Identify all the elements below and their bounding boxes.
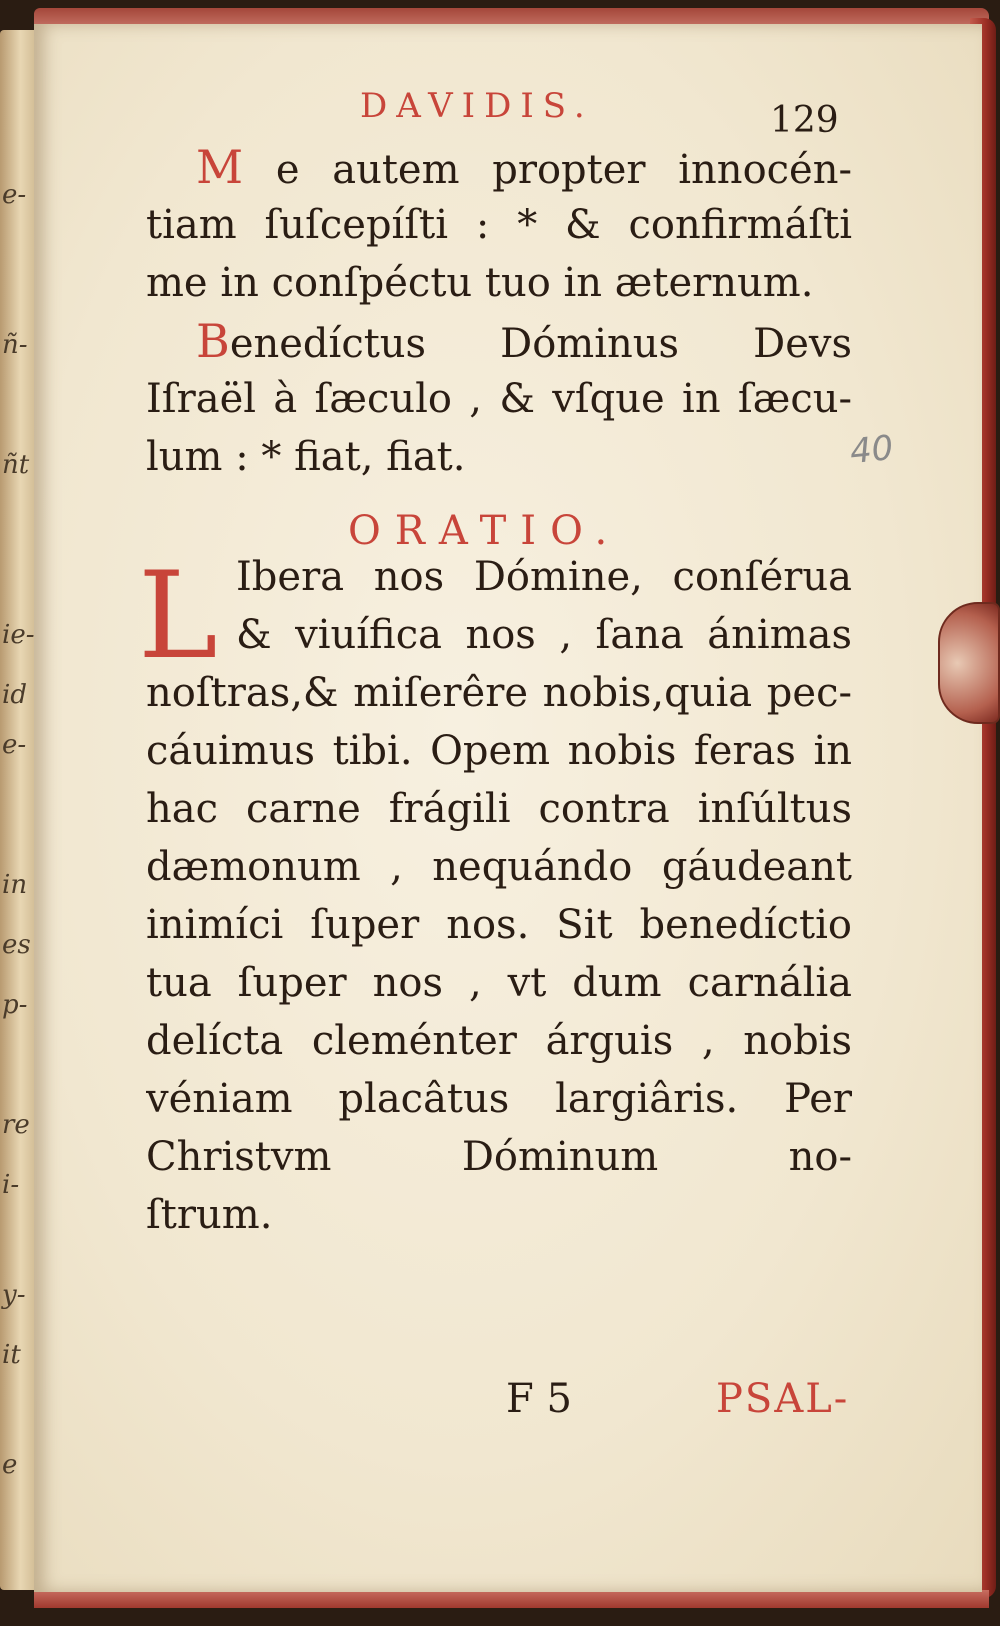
- facing-fragment: y-: [2, 1280, 26, 1310]
- drop-cap: L: [138, 547, 218, 686]
- facing-fragment: p-: [2, 990, 28, 1020]
- prayer-line: Christvm Dóminum no-: [146, 1134, 852, 1180]
- verse-line: tiam ſuſcepíſti : * & confirmáſti: [146, 202, 852, 248]
- catchword: PSAL-: [716, 1376, 850, 1422]
- facing-fragment: es: [2, 930, 31, 960]
- page-edge-bottom: [34, 1590, 989, 1608]
- facing-fragment: e-: [2, 730, 27, 760]
- signature-mark: F 5: [506, 1376, 572, 1422]
- rubric-initial: M: [196, 140, 244, 194]
- prayer-line: véniam placâtus largiâris. Per: [146, 1076, 852, 1122]
- prayer-line: delícta cleménter árguis , nobis: [146, 1018, 852, 1064]
- prayer-line: hac carne frágili contra inſúltus: [146, 786, 852, 832]
- verse-line: [196, 138, 852, 196]
- page-number: 129: [770, 100, 839, 141]
- handwritten-margin-note: 40: [848, 427, 896, 473]
- running-head: DAVIDIS.: [360, 86, 594, 126]
- verse-line: me in conſpéctu tuo in æternum.: [146, 260, 814, 306]
- prayer-line: ſtrum.: [146, 1192, 273, 1238]
- prayer-line: tua ſuper nos , vt dum carnália: [146, 960, 852, 1006]
- line-text: enedíctus Dóminus Devs: [229, 321, 852, 367]
- facing-fragment: ñ-: [2, 330, 28, 360]
- facing-fragment: in: [2, 870, 28, 900]
- thumb-index-tab[interactable]: [938, 602, 1000, 724]
- facing-fragment: id: [2, 680, 27, 710]
- facing-fragment: ñt: [2, 450, 30, 480]
- verse-line: [196, 312, 852, 370]
- facing-fragment: e: [2, 1450, 18, 1480]
- prayer-line: Ibera nos Dómine, conſérua: [236, 554, 852, 600]
- prayer-line: cáuimus tibi. Opem nobis feras in: [146, 728, 852, 774]
- facing-page-edge: [0, 30, 34, 1590]
- facing-fragment: i-: [2, 1170, 20, 1200]
- prayer-line: & viuífica nos , ſana ánimas: [236, 612, 852, 658]
- verse-line: Iſraël à ſæculo , & vſque in ſæcu-: [146, 376, 852, 422]
- prayer-line: noſtras,& miſerêre nobis,quia pec-: [146, 670, 852, 716]
- section-heading: ORATIO.: [348, 508, 622, 554]
- facing-fragment: e-: [2, 180, 27, 210]
- facing-fragment: ie-: [2, 620, 35, 650]
- verse-line: lum : * fiat, fiat.: [146, 434, 466, 480]
- facing-fragment: re: [2, 1110, 30, 1140]
- line-text: e autem propter innocén-: [275, 147, 852, 193]
- prayer-line: dæmonum , nequándo gáudeant: [146, 844, 852, 890]
- prayer-line: inimíci ſuper nos. Sit benedíctio: [146, 902, 852, 948]
- rubric-initial: B: [196, 314, 230, 368]
- facing-fragment: it: [2, 1340, 21, 1370]
